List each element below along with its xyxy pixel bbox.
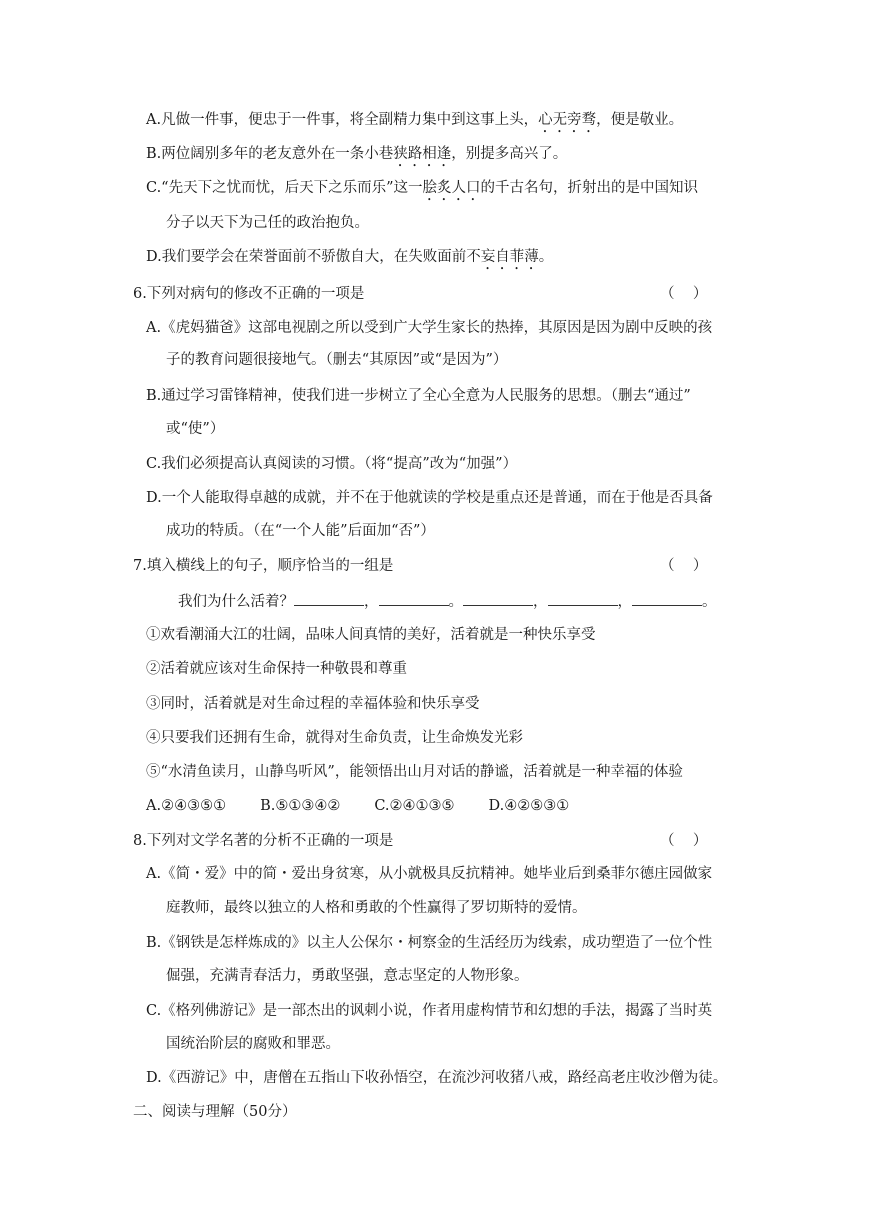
q8-stem: 8.下列对文学名著的分析不正确的一项是 bbox=[133, 833, 394, 849]
punctuation: ， bbox=[533, 594, 548, 610]
text: D.我们要学会在荣誉面前不骄傲自大，在失败面前不 bbox=[146, 249, 481, 265]
q7-stem: 7.填入横线上的句子，顺序恰当的一组是 bbox=[133, 558, 394, 574]
punctuation: ， bbox=[364, 594, 379, 610]
emphasized-idiom: 妄自菲薄 bbox=[480, 249, 539, 265]
fill-blank-1[interactable] bbox=[294, 591, 364, 606]
q6-answer-blank[interactable]: （ ） bbox=[660, 286, 708, 302]
q6-option-b-continued: 或“使”） bbox=[166, 421, 225, 437]
punctuation: 。 bbox=[448, 594, 463, 610]
fill-blank-3[interactable] bbox=[463, 591, 533, 606]
q7-item-3: ③同时，活着就是对生命过程的幸福体验和快乐享受 bbox=[146, 696, 480, 712]
q5-option-c-continued: 分子以天下为己任的政治抱负。 bbox=[166, 215, 369, 231]
emphasized-idiom: 脍炙人口 bbox=[422, 180, 481, 196]
q5-option-b bbox=[146, 144, 567, 170]
q8-option-c-continued: 国统治阶层的腐败和罪恶。 bbox=[166, 1036, 340, 1052]
q6-stem: 6.下列对病句的修改不正确的一项是 bbox=[133, 286, 365, 302]
text: A.凡做一件事，便忠于一件事，将全副精力集中到这事上头， bbox=[146, 112, 539, 128]
q7-option-c[interactable]: C.②④①③⑤ bbox=[374, 798, 455, 814]
fill-blank-5[interactable] bbox=[632, 591, 702, 606]
section-2-heading: 二、阅读与理解（50分） bbox=[133, 1104, 297, 1120]
q6-option-a: A.《虎妈猫爸》这部电视剧之所以受到广大学生家长的热捧，其原因是因为剧中反映的孩 bbox=[146, 320, 713, 336]
q7-option-d[interactable]: D.④②⑤③① bbox=[488, 798, 570, 814]
q7-option-a[interactable]: A.②④③⑤① bbox=[146, 798, 227, 814]
q8-option-d: D.《西游记》中，唐僧在五指山下收孙悟空，在流沙河收猪八戒，路经高老庄收沙僧为徒。 bbox=[146, 1070, 728, 1086]
punctuation: 。 bbox=[702, 594, 717, 610]
q7-option-b[interactable]: B.⑤①③④② bbox=[260, 798, 341, 814]
q8-option-a-continued: 庭教师，最终以独立的人格和勇敢的个性赢得了罗切斯特的爱情。 bbox=[166, 900, 587, 916]
fill-blank-4[interactable] bbox=[548, 591, 618, 606]
q6-option-c: C.我们必须提高认真阅读的习惯。（将“提高”改为“加强”） bbox=[146, 456, 518, 472]
text: B.两位阔别多年的老友意外在一条小巷 bbox=[146, 146, 394, 162]
fill-blank-2[interactable] bbox=[379, 591, 449, 606]
q6-option-d: D.一个人能取得卓越的成就，并不在于他就读的学校是重点还是普通，而在于他是否具备 bbox=[146, 490, 713, 506]
q6-option-b: B.通过学习雷锋精神，使我们进一步树立了全心全意为人民服务的思想。（删去“通过” bbox=[146, 388, 691, 404]
q7-item-2: ②活着就应该对生命保持一种敬畏和尊重 bbox=[146, 661, 407, 677]
emphasized-idiom: 狭路相逢 bbox=[393, 146, 452, 162]
q8-option-c: C.《格列佛游记》是一部杰出的讽刺小说，作者用虚构情节和幻想的手法，揭露了当时英 bbox=[146, 1003, 713, 1019]
text: ，别提多高兴了。 bbox=[451, 146, 568, 162]
text: 。 bbox=[538, 249, 554, 265]
q6-option-a-continued: 子的教育问题很接地气。（删去“其原因”或“是因为”） bbox=[166, 352, 508, 368]
q7-item-5: ⑤“水清鱼读月，山静鸟听风”，能领悟出山月对话的静谧，活着就是一种幸福的体验 bbox=[146, 764, 683, 780]
q7-fill-in-line bbox=[178, 591, 717, 612]
q8-option-b-continued: 倔强，充满青春活力，勇敢坚强，意志坚定的人物形象。 bbox=[166, 968, 529, 984]
q5-option-a bbox=[146, 110, 683, 136]
q7-answer-blank[interactable]: （ ） bbox=[660, 558, 708, 574]
q8-option-a: A.《简・爱》中的简・爱出身贫寒，从小就极具反抗精神。她毕业后到桑菲尔德庄园做家 bbox=[146, 866, 713, 882]
q7-options bbox=[146, 796, 603, 816]
q6-option-d-continued: 成功的特质。（在“一个人能”后面加“否”） bbox=[166, 523, 435, 539]
text: 的千古名句，折射出的是中国知识 bbox=[480, 180, 699, 196]
punctuation: ， bbox=[617, 594, 632, 610]
q8-option-b: B.《钢铁是怎样炼成的》以主人公保尔・柯察金的生活经历为线索，成功塑造了一位个性 bbox=[146, 935, 713, 951]
q8-answer-blank[interactable]: （ ） bbox=[660, 833, 708, 849]
emphasized-idiom: 心无旁骛 bbox=[538, 112, 597, 128]
q7-item-1: ①欢看潮涌大江的壮阔，品味人间真情的美好，活着就是一种快乐享受 bbox=[146, 627, 596, 643]
q5-option-d bbox=[146, 247, 553, 273]
q5-option-c bbox=[146, 178, 698, 204]
q7-item-4: ④只要我们还拥有生命，就得对生命负责，让生命焕发光彩 bbox=[146, 730, 523, 746]
text: C.“先天下之忧而忧，后天下之乐而乐”这一 bbox=[146, 180, 423, 196]
text: ，便是敬业。 bbox=[596, 112, 684, 128]
q7-lead-question: 我们为什么活着？ bbox=[178, 594, 294, 610]
